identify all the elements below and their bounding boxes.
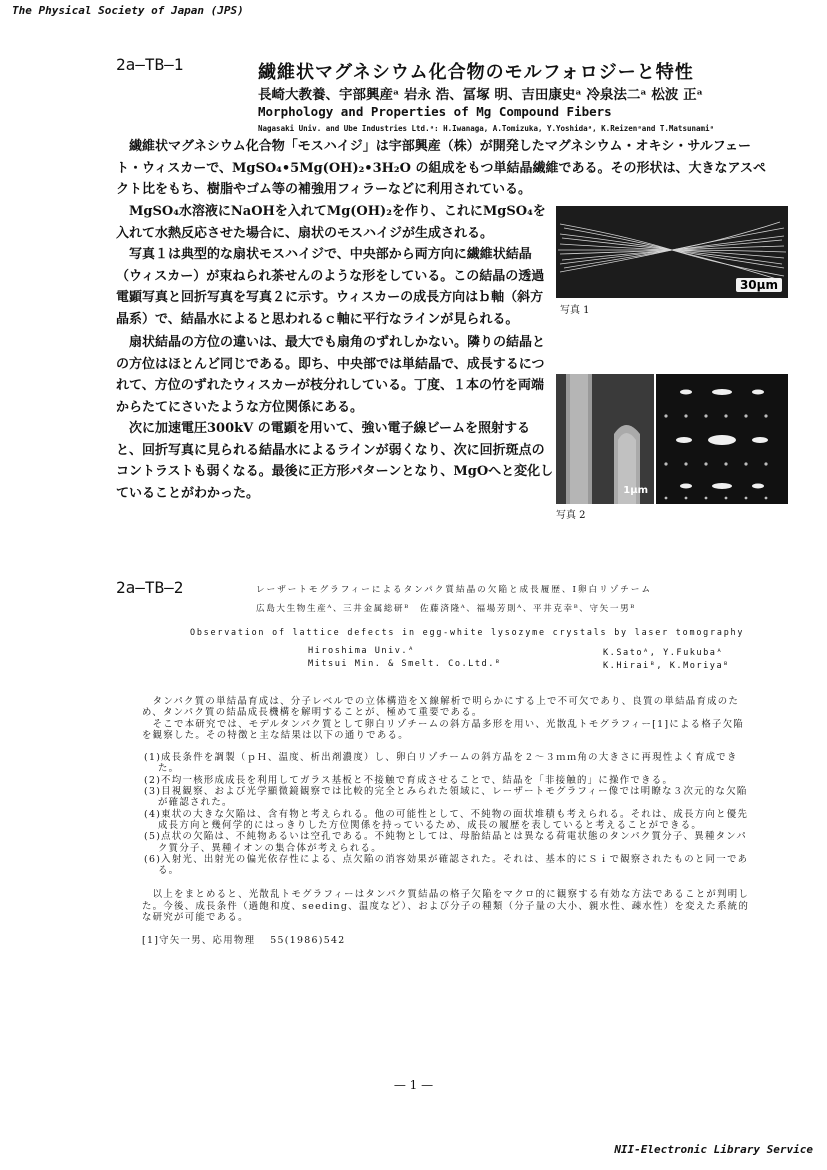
article2-code: 2a—TB—2 [116,578,184,597]
article2-authors-jp: 広島大生物生産ᴬ、三井金属総研ᴮ 佐藤済隆ᴬ、福場芳則ᴬ、平井克幸ᴮ、守矢一男ᴮ [256,604,636,614]
article2-aff-left1: Hiroshima Univ.ᴬ [308,646,415,656]
photo2-diffraction [656,374,788,504]
article1-text-column [116,201,554,504]
article1-authors-jp: 長崎大教養、宇部興産ᵃ 岩永 浩、冨塚 明、吉田康史ᵃ 冷泉法二ᵃ 松波 正ᵃ [258,87,703,103]
list-item: (6)入射光、出射光の偏光依存性による、点欠陥の消容効果が確認された。それは、基本的にＳｉで観察されたものと同一である。 [144,853,749,877]
list-item: (3)目視観察、および光学顯微鏡観察では比較的完全とみられた領域に、レーザートモグラフィー像では明瞭な３次元的な欠陥が確認された。 [144,786,748,809]
article2-aff-right1: K.Satoᴬ, Y.Fukubaᴬ [603,648,724,658]
list-item: (5)点状の欠陥は、不純物あるいは空孔である。不純物としては、母胎結晶とは異なる荷電状態のタンパク質分子、異種タンパク質分子、異種イオンの集合体が考えられる。 [144,831,747,854]
article1-para4: 扇状結晶の方位の違いは、最大でも扇角のずれしかない。隣りの結晶との方位はほとんど同じである。即ち、中央部では単結晶で、成長するにつれて、方位のずれたウィスカーが枝分れしている。丁度、１本の竹を両端からたてにさいたような方位関係にある。 [116,335,546,415]
photo2-micrograph [556,374,654,504]
article1-title-jp: 繊維状マグネシウム化合物のモルフォロジーと特性 [258,62,694,83]
photo1-image [556,206,788,298]
footer-service: NII-Electronic Library Service [614,1143,813,1156]
article1-para2: MgSO₄水溶液にNaOHを入れてMg(OH)₂を作り、これにMgSO₄を入れて水熱反応させた場合に、扇状のモスハイジが生成される。 [116,204,546,241]
article2-intro1: タンパク質の単結晶育成は、分子レベルでの立体構造をＸ線解析で明らかにする上で不可欠であり、良質の単結晶育成のため、タンパク質の結晶成長機構を解明することが、極めて重要である。 [142,696,740,719]
article2-results-list [142,752,752,876]
diffraction-pattern-illustration [656,374,788,504]
article2-title-jp: レーザートモグラフィーによるタンパク質結晶の欠陥と成長履歴、Ⅰ卵白リゾチーム [256,585,653,595]
list-item: (2)不均一核形成成長を利用してガラス基板と不接触で育成させることで、結晶を「非接触的」に操作できる。 [144,774,674,786]
article1-para3: 写真１は典型的な扇状モスハイジで、中央部から両方向に繊維状結晶（ウィスカー）が束ねられ茶せんのような形をしている。この結晶の透過電顕写真と回折写真を写真２に示す。ウィスカーの成長方向はｂ軸（斜方晶系）で、結晶水によると思われるｃ軸に平行なラインが見られる。 [116,247,545,327]
page-number: — 1 — [393,1078,434,1092]
list-item: (1)成長条件を調製（ｐＨ、温度、析出剤濃度）し、卵白リゾチームの斜方晶を２〜３ｍｍ角の大きさに再現性よく育成できた。 [144,752,738,775]
photo2-scale-bar: 1µm [623,485,648,496]
journal-header: The Physical Society of Japan (JPS) [12,4,244,17]
article2-title-en: Observation of lattice defects in egg-white lysozyme crystals by laser tomography [190,627,745,637]
article1-title-en: Morphology and Properties of Mg Compound Fibers [258,104,612,119]
article1-code: 2a—TB—1 [116,55,184,74]
photo1-scale-bar: 30µm [736,278,782,292]
photo1-caption: 写真 1 [560,305,590,316]
article2-aff-right2: K.Hiraiᴮ, K.Moriyaᴮ [603,661,730,671]
article2-aff-left2: Mitsui Min. & Smelt. Co.Ltd.ᴮ [308,659,502,669]
photo2-caption: 写真 2 [556,510,586,521]
article2-intro2: そこで本研究では、モデルタンパク質として卵白リゾチームの斜方晶多形を用い、光散乱トモグラフィー[1]による格子欠陥を観察した。その特徴と主な結果は以下の通りである。 [142,718,745,741]
article2-summary: 以上をまとめると、光散乱トモグラフィーはタンパク質結晶の格子欠陥をマクロ的に観察する有効な方法であることが判明した。今後、成長条件（過飽和度、seeding、温度など）、および分子の種類（分子量の大小、親水性、疎水性）を変えた系統的な研究が可能である。 [142,889,750,924]
article2-reference: [1]守矢一男、応用物理 55(1986)542 [142,935,346,947]
article1-affiliation: Nagasaki Univ. and Ube Industries Ltd.ᵃ: H.Iwanaga, A.Tomizuka, Y.Yoshidaᵃ, K.Reizenᵃand T.Matsunamiᵃ [258,124,715,133]
article2-body [142,696,752,947]
article1-para5: 次に加速電圧300kV の電顕を用いて、強い電子線ビームを照射すると、回折写真に見られる結晶水によるラインが弱くなり、次に回折斑点のコントラストも弱くなる。最後に正方形パターンとなり、MgOへと変化していることがわかった。 [116,421,554,501]
list-item: (4)東状の大きな欠陥は、含有物と考えられる。他の可能性として、不純物の面状堆積も考えられる。それは、成長方向と優先成長方向と幾何学的にはっきりした方位関係を持っているため、成長の履歴を表していると考えることができる。 [144,808,749,831]
article1-para1: 繊維状マグネシウム化合物「モスハイジ」は宇部興産（株）が開発したマグネシウム・オキシ・サルフェート・ウィスカーで、MgSO₄•5Mg(OH)₂•3H₂O の組成をもつ単結晶繊維である。その形状は、大きなアスペクト比をもち、樹脂やゴム等の補強用フィラーなどに利用されている。 [116,139,766,197]
